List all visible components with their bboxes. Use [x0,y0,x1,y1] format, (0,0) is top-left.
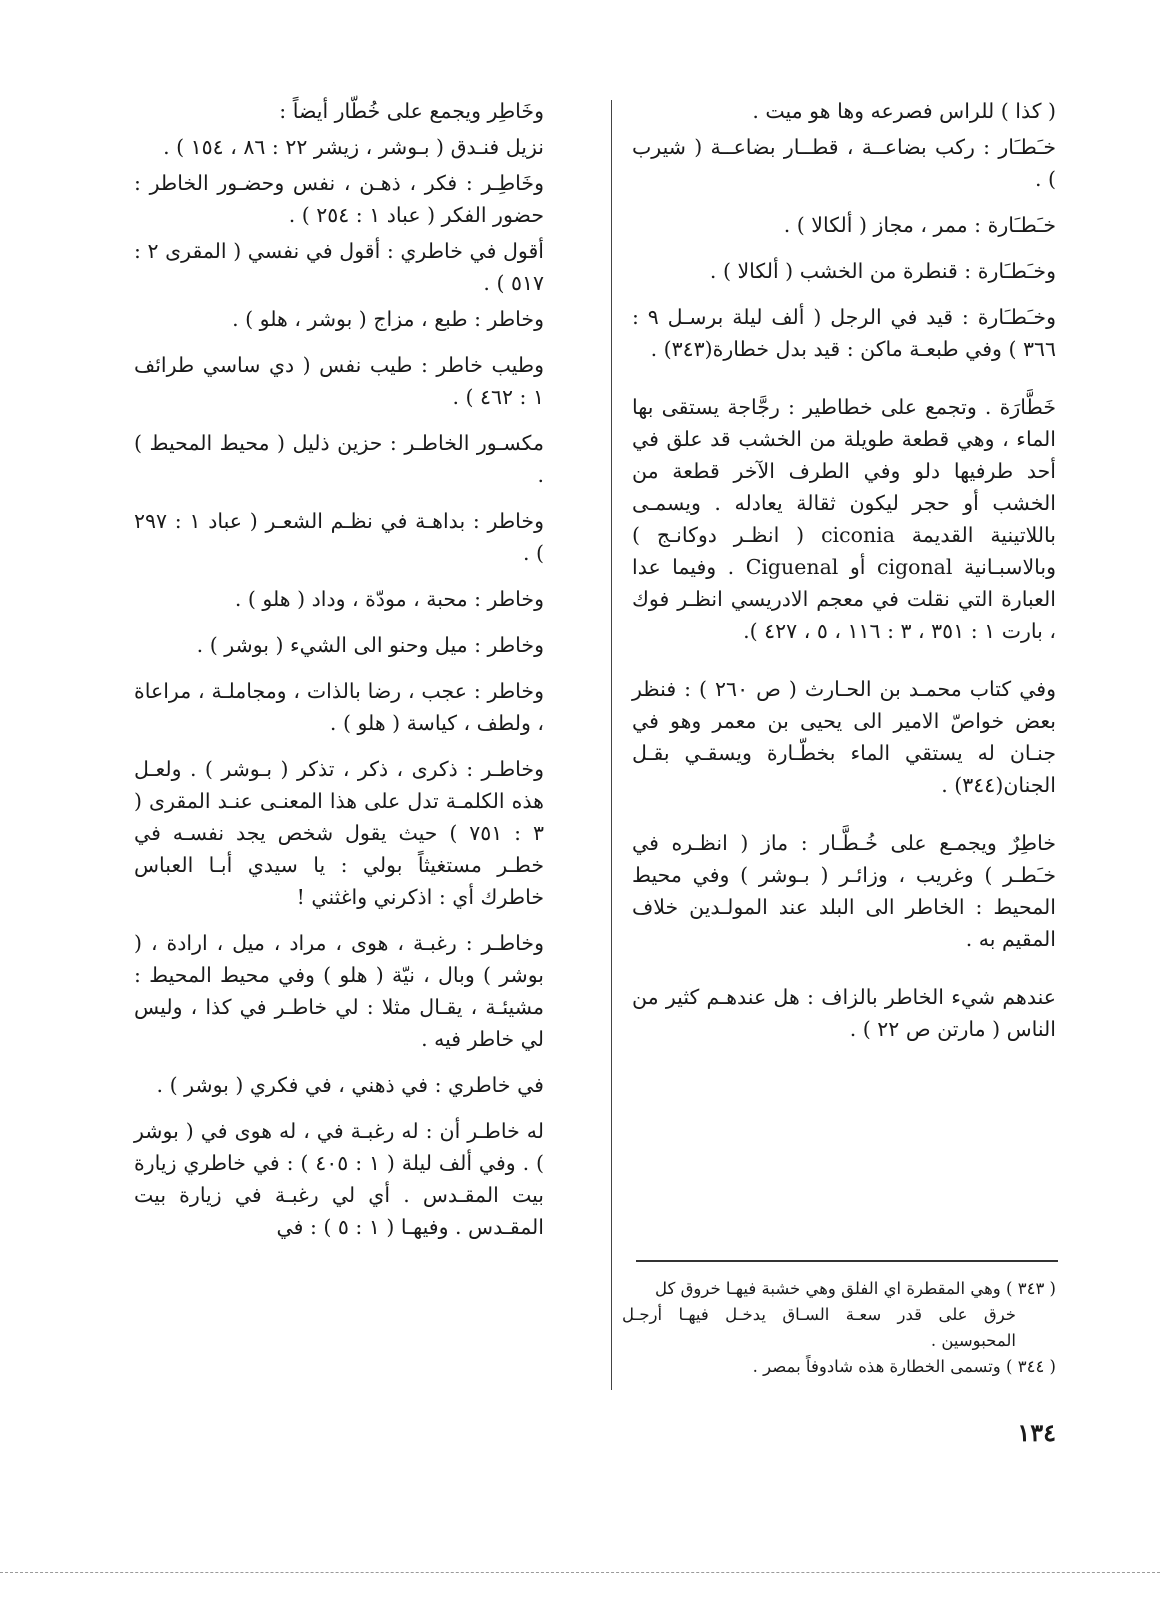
scan-edge-line [0,1572,1160,1573]
entry-left-11: وخاطـر : ذكرى ، ذكر ، تذكر ( بـوشر ) . ولعـل هذه الكلمـة تدل على هذا المعنـى عنـد المقرى ( ٣ : ٧٥١ ) حيث يقول شخص يجد نفسـه في خطـر مستغيثاً بولي : يا سيدي أبـا العباس خاطرك أي : اذكرني واغثني ! [134,757,544,909]
entry-left-10: وخاطر : عجب ، رضا بالذات ، ومجاملـة ، مراعاة ، ولطف ، كياسة ( هلو ) . [134,679,544,735]
entry-left-1: نزيل فنـدق ( بـوشر ، زيشر ٢٢ : ٨٦ ، ١٥٤ ) . [163,135,544,159]
entry-left-9: وخاطر : ميل وحنو الى الشيء ( بوشر ) . [196,633,544,657]
entry-right-0: ( كذا ) للراس فصرعه وها هو ميت . [752,99,1056,123]
entry-right-7: خاطِرٌ ويجمـع على خُـطَّـار : ماز ( انظـره في خـَطـر ) وغريب ، وزائـر ( بـوشر ) وفي محيط المحيط : الخاطر الى البلد عند المولـدين خلاف المقيم به . [632,831,1056,951]
entry-left-6: مكسـور الخاطـر : حزين ذليل ( محيط المحيط ) . [134,431,544,487]
entry-right-5: خَطَّارَة . وتجمع على خطاطير : رجَّاجة يستقى بها الماء ، وهي قطعة طويلة من الخشب قد علق في أحد طرفيها دلو وفي الطرف الآخر قطعة من الخشب أو حجر ليكون ثقالة يعادله . ويسمـى باللاتينية القديمة ciconia ( انظـر دوكانـج ) وبالاسبـانية cigonal أو Ciguenal . وفيما عدا العبارة التي نقلت في معجم الادريسي انظـر فوك ، بارت ١ : ٣٥١ ، ٣ : ١١٦ ، ٥ ، ٤٢٧ ). [632,395,1057,643]
entry-left-3: أقول في خاطري : أقول في نفسي ( المقرى ٢ : ٥١٧ ) . [134,239,544,295]
footnote-343 [622,1276,1056,1302]
footnote-number: ( ٣٤٤ ) [1006,1357,1056,1376]
entry-right-3: وخـَطـَارة : قنطرة من الخشب ( ألكالا ) . [709,259,1056,283]
entry-left-13: في خاطري : في ذهني ، في فكري ( بوشر ) . [156,1073,544,1097]
footnote-number: ( ٣٤٣ ) [1006,1279,1056,1298]
page-number: ١٣٤ [1017,1418,1056,1447]
entry-left-7: وخاطر : بداهـة في نظـم الشعـر ( عباد ١ : ٢٩٧ ) . [134,509,544,565]
entry-left-14: له خاطـر أن : له رغبـة في ، له هوى في ( بوشر ) . وفي ألف ليلة ( ١ : ٤٠٥ ) : في خاطري زيارة بيت المقـدس . أي لي رغبـة في زيارة بيت المقـدس . وفيهـا ( ١ : ٥ ) : في [134,1119,544,1239]
entry-left-0: وخَاطِر ويجمع على خُطّار أيضاً : [279,99,544,123]
entry-right-6: وفي كتاب محمـد بن الحـارث ( ص ٢٦٠ ) : فنظر بعض خواصّ الامير الى يحيى بن معمر وهو في جنـان له يستقي الماء بخطّـارة ويسقـي بقـل الجنان(٣٤٤) . [632,677,1056,797]
footnote-343-continuation: خرق على قدر سعـة السـاق يدخـل فيهـا أرجـل المحبوسين . [622,1305,1016,1350]
footnote-344 [622,1354,1056,1380]
entry-right-8: عندهم شيء الخاطر بالزاف : هل عندهـم كثير من الناس ( مارتن ص ٢٢ ) . [632,985,1056,1041]
footnote-text: وهي المقطرة اي الفلق وهي خشبة فيهـا خروق كل [655,1279,1001,1298]
entry-left-2: وخَاطِـر : فكر ، ذهـن ، نفس وحضـور الخاطر : حضور الفكر ( عباد ١ : ٢٥٤ ) . [134,171,544,227]
right-column [632,95,1056,1059]
entry-right-4: وخـَطـَارة : قيد في الرجل ( ألف ليلة برسـل ٩ : ٣٦٦ ) وفي طبعـة ماكن : قيد بدل خطارة(٣٤٣) . [632,305,1056,361]
footnotes [622,1276,1056,1380]
entry-left-12: وخاطـر : رغبـة ، هوى ، مراد ، ميل ، ارادة ، ( بوشر ) وبال ، نيّة ( هلو ) وفي محيط المحيط : مشيئـة ، يقـال مثلا : لي خاطـر في كذا ، وليس لي خاطر فيه . [134,931,544,1051]
entry-right-2: خـَطـَارة : ممر ، مجاز ( ألكالا ) . [783,213,1056,237]
footnote-text: وتسمى الخطارة هذه شادوفاً بمصر . [752,1357,1001,1376]
entry-left-8: وخاطر : محبة ، مودّة ، وداد ( هلو ) . [234,587,544,611]
column-divider [611,100,612,1390]
left-column [134,95,544,1257]
entry-left-5: وطيب خاطر : طيب نفس ( دي ساسي طرائف ١ : ٤٦٢ ) . [134,353,544,409]
footnote-separator [636,1260,1058,1262]
entry-left-4: وخاطر : طبع ، مزاج ( بوشر ، هلو ) . [232,307,544,331]
entry-right-1: خـَطـَار : ركب بضاعــة ، قطــار بضاعــة ( شيرب ) . [632,135,1056,191]
